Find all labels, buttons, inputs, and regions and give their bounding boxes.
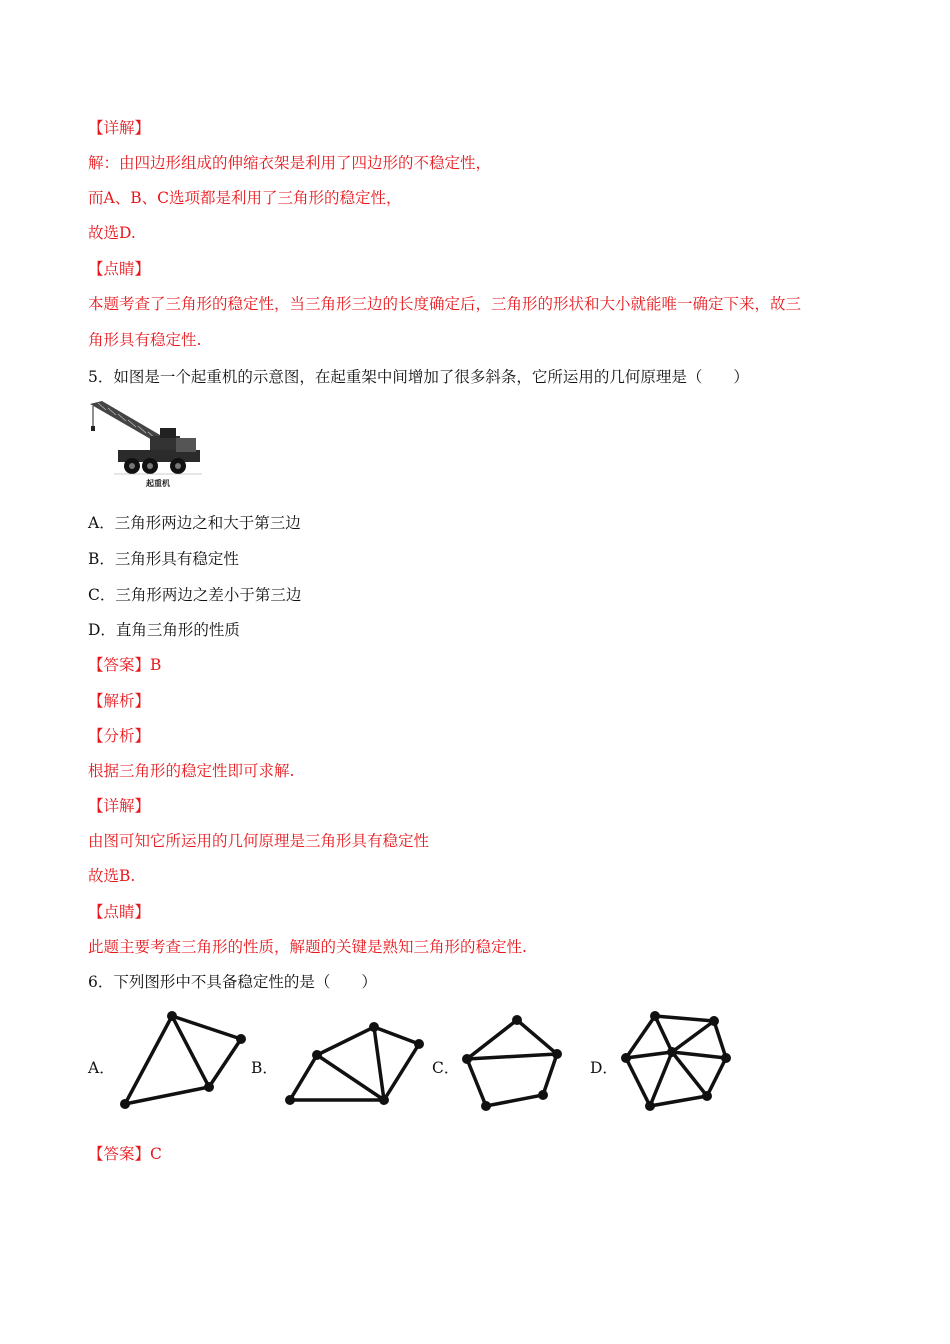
- solution-line: 而A、B、C选项都是利用了三角形的稳定性，: [88, 189, 402, 207]
- figure-d: [621, 1011, 731, 1111]
- figure-label-b: B．: [251, 1059, 278, 1077]
- answer-tag: 【答案】: [88, 656, 151, 674]
- figure-c: [462, 1015, 562, 1111]
- crane-illustration: [90, 401, 202, 474]
- detail-line: 故选B.: [88, 867, 136, 885]
- point-tag: 【点睛】: [88, 260, 151, 278]
- crane-image: [88, 398, 204, 490]
- option-d: D．直角三角形的性质: [88, 621, 240, 639]
- question-6-stem: 6．下列图形中不具备稳定性的是（ ）: [88, 973, 377, 991]
- stability-figures: [0, 1005, 950, 1125]
- answer-value: C: [150, 1145, 162, 1163]
- fenxi-tag: 【分析】: [88, 727, 151, 745]
- point-line: 本题考查了三角形的稳定性，当三角形三边的长度确定后，三角形的形状和大小就能唯一确定下来，故三: [88, 295, 802, 313]
- answer-line: [88, 655, 161, 675]
- solution-line: 故选D.: [88, 224, 136, 242]
- answer-tag: 【答案】: [88, 1145, 151, 1163]
- figure-a: [120, 1011, 246, 1109]
- point-line: 角形具有稳定性.: [88, 331, 202, 349]
- answer-value: B: [150, 656, 162, 674]
- analysis-tag: 【解析】: [88, 692, 151, 710]
- option-b: B．三角形具有稳定性: [88, 550, 239, 568]
- solution-line: 解：由四边形组成的伸缩衣架是利用了四边形的不稳定性，: [88, 154, 492, 172]
- figure-label-a: A．: [88, 1059, 115, 1077]
- answer-line: [88, 1144, 162, 1164]
- figure-label-d: D．: [590, 1059, 618, 1077]
- option-c: C．三角形两边之差小于第三边: [88, 586, 302, 604]
- crane-caption: 起重机: [146, 478, 170, 488]
- option-a: A．三角形两边之和大于第三边: [88, 514, 301, 532]
- fenxi-text: 根据三角形的稳定性即可求解.: [88, 762, 295, 780]
- detail-tag: 【详解】: [88, 119, 151, 137]
- detail-tag: 【详解】: [88, 797, 151, 815]
- point-tag: 【点睛】: [88, 903, 151, 921]
- figure-label-c: C．: [432, 1059, 460, 1077]
- figure-b: [285, 1022, 424, 1105]
- detail-line: 由图可知它所运用的几何原理是三角形具有稳定性: [88, 832, 430, 850]
- question-5-stem: 5．如图是一个起重机的示意图，在起重架中间增加了很多斜条，它所运用的几何原理是（ ）: [88, 368, 749, 386]
- point-line: 此题主要考查三角形的性质，解题的关键是熟知三角形的稳定性.: [88, 938, 527, 956]
